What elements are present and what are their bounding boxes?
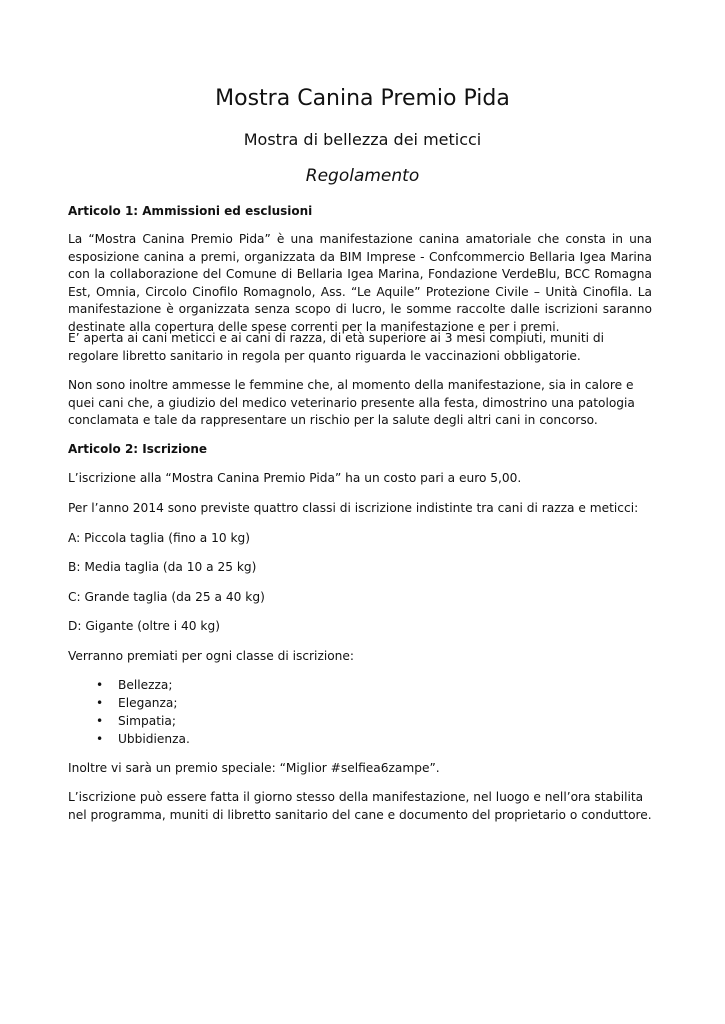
art1-para2-block bbox=[68, 330, 652, 365]
art1-heading: Articolo 1: Ammissioni ed esclusioni bbox=[68, 204, 313, 218]
art2-heading: Articolo 2: Iscrizione bbox=[68, 442, 208, 456]
art1-para3-block bbox=[68, 377, 652, 430]
art2-para4-block bbox=[68, 760, 652, 778]
art2-para5-block bbox=[68, 789, 652, 824]
class-a-block bbox=[68, 530, 652, 548]
list-item: • Eleganza; bbox=[68, 694, 190, 712]
class-a: A: Piccola taglia (fino a 10 kg) bbox=[68, 531, 251, 545]
regolamento-heading: Regolamento bbox=[305, 166, 420, 186]
art1-paragraph-2: E’ aperta ai cani meticci e ai cani di razza, di età superiore ai 3 mesi compiuti, muniti di regolare libretto sanitario in regola per quanto riguarda le vaccinazioni obbligatorie. bbox=[68, 331, 604, 363]
art2-para1-block bbox=[68, 470, 652, 488]
art1-paragraph-3: Non sono inoltre ammesse le femmine che, al momento della manifestazione, sia in calore e quei cani che, a giudizio del medico veterinario presente alla festa, dimostrino una patologia conclamata e tale da rappresentare un rischio per la salute degli altri cani in concorso. bbox=[68, 378, 635, 427]
art2-paragraph-3: Verranno premiati per ogni classe di iscrizione: bbox=[68, 649, 355, 663]
art1-paragraph-1: La “Mostra Canina Premio Pida” è una manifestazione canina amatoriale che consta in una esposizione canina a premi, organizzata da BIM Imprese - Confcommercio Bellaria Igea Marina con la collaborazione del Comune di Bellaria Igea Marina, Fondazione VerdeBlu, BCC Romagna Est, Omnia, Circolo Cinofilo Romagnolo, Ass. “Le Aquile” Protezione Civile – Unità Cinofila. La manifestazione è organizzata senza scopo di lucro, le somme raccolte dalle iscrizioni saranno destinate alla copertura delle spese correnti per la manifestazione e per i premi. bbox=[68, 232, 652, 334]
art2-para2-block bbox=[68, 500, 652, 518]
art2-paragraph-4: Inoltre vi sarà un premio speciale: “Miglior #selfiea6zampe”. bbox=[68, 761, 440, 775]
list-item: • Ubbidienza. bbox=[68, 730, 190, 748]
class-b: B: Media taglia (da 10 a 25 kg) bbox=[68, 560, 257, 574]
list-item: • Simpatia; bbox=[68, 712, 190, 730]
art1-para1-block bbox=[68, 231, 652, 336]
art2-paragraph-5: L’iscrizione può essere fatta il giorno stesso della manifestazione, nel luogo e nell’ora stabilita nel programma, muniti di libretto sanitario del cane e documento del proprietario o conduttore. bbox=[68, 790, 652, 822]
art2-paragraph-1: L’iscrizione alla “Mostra Canina Premio Pida” ha un costo pari a euro 5,00. bbox=[68, 471, 522, 485]
class-b-block bbox=[68, 559, 652, 577]
art2-paragraph-2: Per l’anno 2014 sono previste quattro classi di iscrizione indistinte tra cani di razza e meticci: bbox=[68, 501, 639, 515]
class-c: C: Grande taglia (da 25 a 40 kg) bbox=[68, 590, 265, 604]
list-item: • Bellezza; bbox=[68, 676, 190, 694]
class-d: D: Gigante (oltre i 40 kg) bbox=[68, 619, 220, 633]
prize-list bbox=[68, 676, 190, 748]
class-d-block bbox=[68, 618, 652, 636]
document-subtitle: Mostra di bellezza dei meticci bbox=[243, 130, 482, 149]
document-title: Mostra Canina Premio Pida bbox=[215, 86, 510, 111]
art1-heading-block bbox=[68, 203, 652, 221]
art2-para3-block bbox=[68, 648, 652, 666]
art2-heading-block bbox=[68, 441, 652, 459]
class-c-block bbox=[68, 589, 652, 607]
